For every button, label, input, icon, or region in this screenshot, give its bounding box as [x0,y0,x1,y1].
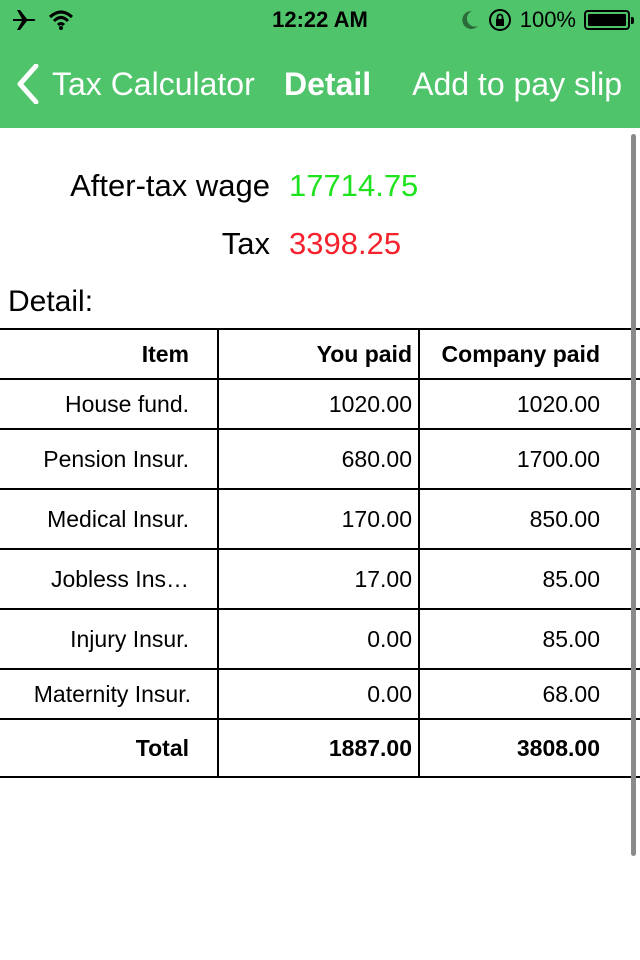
table-header-row [0,328,640,378]
row-item: Medical Insur. [0,490,219,548]
status-bar [0,0,640,40]
row-you-paid: 170.00 [219,490,420,548]
total-company-paid: 3808.00 [516,734,600,761]
row-you-paid: 1020.00 [219,380,420,428]
header [0,0,640,128]
row-you-paid: 0.00 [219,670,420,718]
row-you-paid: 0.00 [219,610,420,668]
row-item: Jobless Ins… [0,550,219,608]
battery-level [588,14,626,26]
detail-table [0,328,640,778]
header-item: Item [0,330,219,378]
back-button-label: Tax Calculator [52,66,255,102]
after-tax-wage-label: After-tax wage [70,168,270,203]
row-company-paid: 85.00 [542,625,600,652]
row-item: House fund. [0,380,219,428]
add-to-pay-slip-button[interactable]: Add to pay slip [412,66,622,102]
table-row [0,548,640,608]
after-tax-wage-value: 17714.75 [289,168,419,203]
row-item: Maternity Insur. [0,670,219,718]
row-item: Injury Insur. [0,610,219,668]
row-company-paid: 1700.00 [516,445,600,472]
total-you-paid: 1887.00 [219,720,420,776]
chevron-left-icon [16,64,40,104]
nav-bar [0,40,640,128]
row-you-paid: 17.00 [219,550,420,608]
page-title: Detail [284,66,372,102]
table-row [0,608,640,668]
row-company-paid: 1020.00 [516,390,600,417]
scrollbar[interactable] [631,134,636,856]
moon-icon [460,9,480,31]
row-item: Pension Insur. [0,430,219,488]
table-row [0,668,640,718]
battery-icon [584,10,630,30]
table-row [0,378,640,428]
table-row [0,488,640,548]
detail-heading: Detail: [8,285,94,318]
header-company-paid: Company paid [441,340,600,367]
total-label: Total [0,720,219,776]
table-total-row [0,718,640,778]
row-company-paid: 850.00 [529,505,600,532]
back-button[interactable] [16,62,255,106]
rotation-lock-icon [488,8,512,32]
tax-label: Tax [221,226,270,261]
tax-value: 3398.25 [289,226,402,261]
status-right [460,6,630,34]
table-row [0,428,640,488]
row-company-paid: 85.00 [542,565,600,592]
status-time: 12:22 AM [272,7,368,32]
row-company-paid: 68.00 [542,680,600,707]
battery-percent: 100% [519,7,576,32]
header-you-paid: You paid [219,330,420,378]
row-you-paid: 680.00 [219,430,420,488]
